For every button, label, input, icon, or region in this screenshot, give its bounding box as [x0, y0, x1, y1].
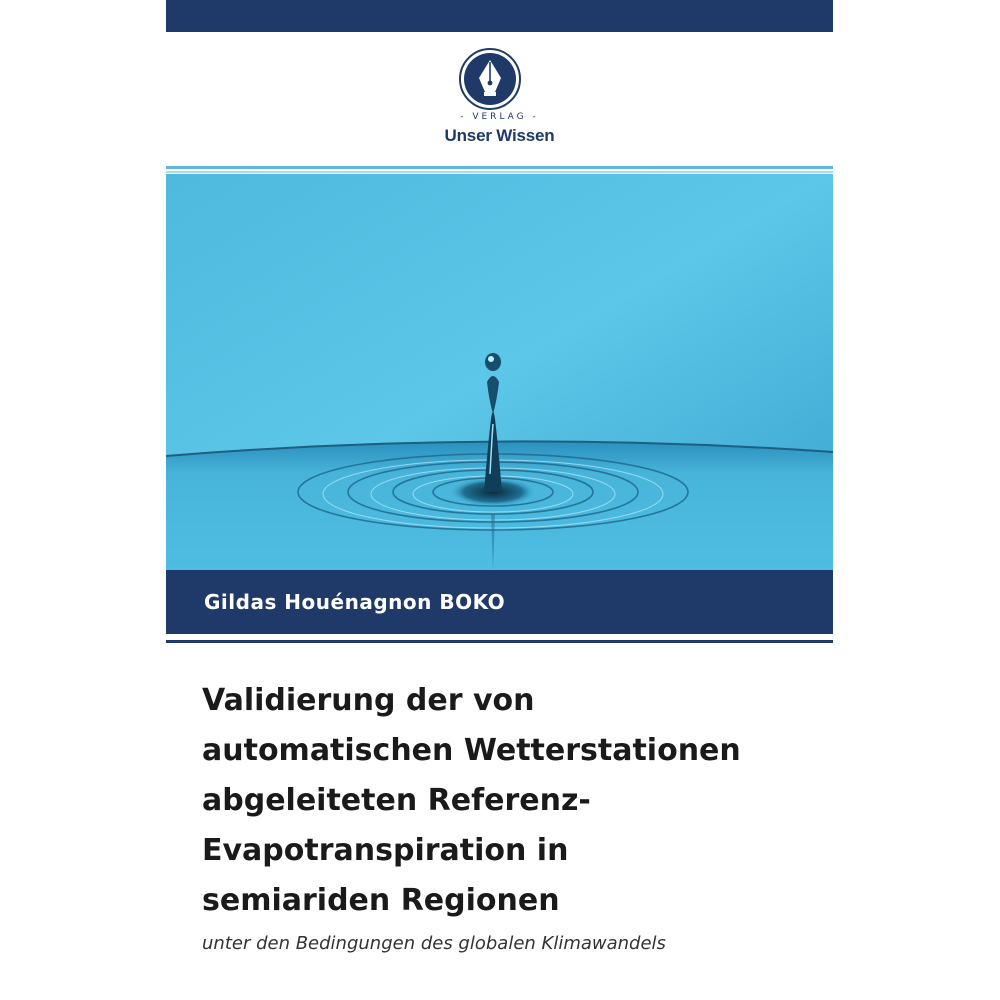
divider-top-pale — [166, 171, 833, 173]
title-line: Validierung der von — [202, 683, 535, 718]
author-banner — [166, 570, 833, 634]
imprint-label: - VERLAG - — [460, 112, 539, 122]
cover-photo — [166, 174, 833, 570]
publisher-logo — [166, 46, 833, 156]
divider-top-light — [166, 166, 833, 169]
book-subtitle: unter den Bedingungen des globalen Klimawandels — [202, 933, 666, 954]
divider-bottom — [166, 640, 833, 643]
title-line: automatischen Wetterstationen — [202, 733, 741, 768]
title-line: abgeleiteten Referenz- — [202, 783, 591, 818]
publisher-name: Unser Wissen — [444, 126, 555, 145]
fountain-pen-logo-icon — [459, 48, 521, 110]
book-title — [202, 676, 812, 926]
top-banner — [166, 0, 833, 32]
book-cover — [166, 0, 833, 1000]
author-name: Gildas Houénagnon BOKO — [204, 590, 506, 614]
title-line: Evapotranspiration in — [202, 833, 569, 868]
title-line: semiariden Regionen — [202, 883, 560, 918]
water-droplet-image — [166, 174, 833, 570]
